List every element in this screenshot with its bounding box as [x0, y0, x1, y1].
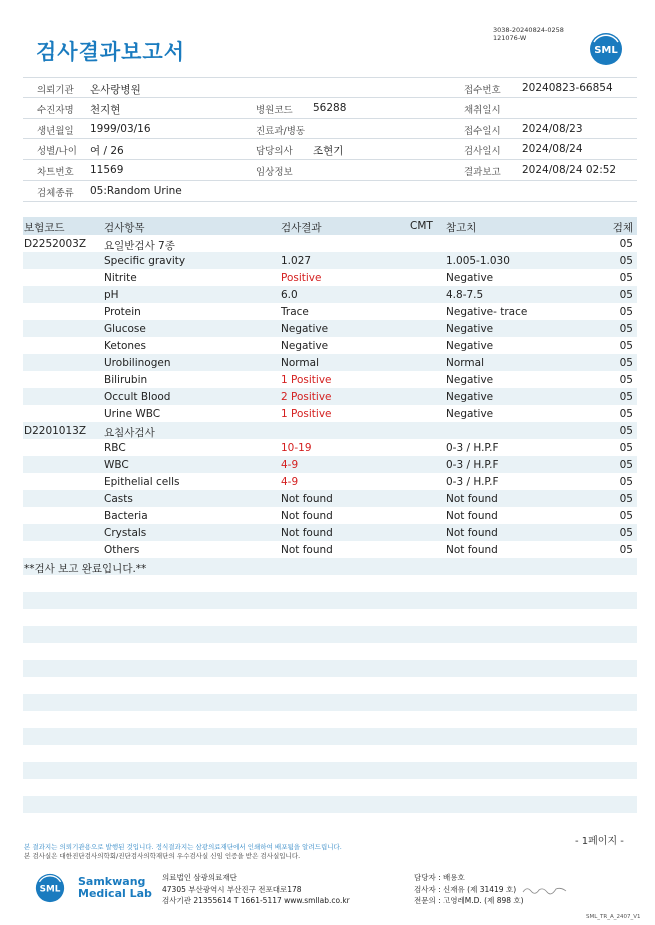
cell-reference: Negative [446, 272, 494, 284]
table-row [23, 439, 637, 456]
cell-test-result: 6.0 [281, 289, 298, 301]
cell-test-result: 4-9 [281, 459, 299, 471]
table-row [23, 422, 637, 439]
cell-specimen: 05 [619, 476, 633, 488]
cell-reference: Negative- trace [446, 306, 528, 318]
cell-insurance-code: D2252003Z [24, 238, 87, 250]
cell-test-result: Positive [281, 272, 322, 284]
cell-specimen: 05 [619, 510, 633, 522]
cell-test-item: Casts [104, 493, 133, 505]
cell-test-result: Trace [281, 306, 309, 318]
blank-row [23, 762, 637, 779]
cell-specimen: 05 [619, 544, 633, 556]
cell-test-result: Not found [281, 510, 333, 522]
lab-info [162, 872, 350, 907]
info-label: 검체종류 [37, 187, 74, 199]
cell-specimen: 05 [619, 493, 633, 505]
cell-specimen: 05 [619, 306, 633, 318]
cell-test-item: Urobilinogen [104, 357, 171, 369]
info-label: 접수일시 [464, 125, 501, 137]
cell-reference: 0-3 / H.P.F [446, 459, 499, 471]
cell-test-item: Glucose [104, 323, 146, 335]
svg-text:SML: SML [39, 884, 61, 895]
cell-test-item: Others [104, 544, 140, 556]
table-row [23, 354, 637, 371]
cell-specimen: 05 [619, 238, 633, 250]
info-label: 수진자명 [37, 104, 74, 116]
notice-line: 본 검사실은 대한진단검사의학회/진단검사의학재단의 우수검사실 신임 인증을 받은 검사실입니다. [24, 852, 301, 860]
cell-test-item: Specific gravity [104, 255, 186, 267]
table-row [23, 541, 637, 558]
cell-specimen: 05 [619, 527, 633, 539]
notice-line: 본 결과지는 의뢰기관용으로 발행된 것입니다. 정식결과지는 삼광의료재단에서 인쇄하여 배포됨을 알려드립니다. [24, 843, 342, 851]
report-complete-text: **검사 보고 완료입니다.** [24, 563, 147, 575]
cell-test-item: 요침사검사 [104, 427, 155, 439]
staff-line-with-signature [414, 884, 568, 896]
header-test-result: 검사결과 [281, 222, 322, 234]
info-row [23, 77, 637, 98]
table-row [23, 337, 637, 354]
info-label: 담당의사 [256, 146, 293, 158]
page-number: - 1페이지 - [575, 836, 624, 847]
cell-specimen: 05 [619, 425, 633, 437]
header-specimen: 검체 [612, 222, 633, 234]
cell-test-item: RBC [104, 442, 126, 454]
table-row [23, 456, 637, 473]
info-value: 2024/08/24 [522, 143, 583, 156]
info-row [23, 139, 637, 160]
cell-test-item: Bilirubin [104, 374, 148, 386]
table-row [23, 320, 637, 337]
cell-specimen: 05 [619, 357, 633, 369]
table-row [23, 388, 637, 405]
blank-row [23, 592, 637, 609]
info-label: 검사일시 [464, 146, 501, 158]
document-code-line: 3038-20240824-0258 [493, 26, 564, 34]
cell-test-result: 10-19 [281, 442, 312, 454]
info-value: 1999/03/16 [90, 122, 151, 135]
header-reference: 참고치 [446, 222, 477, 234]
cell-specimen: 05 [619, 340, 633, 352]
info-label: 결과보고 [464, 167, 501, 179]
table-row [23, 507, 637, 524]
sml-logo-icon [589, 32, 623, 66]
blank-row [23, 626, 637, 643]
cell-test-result: Negative [281, 340, 329, 352]
lab-name [78, 876, 152, 900]
cell-test-result: 1.027 [281, 255, 312, 267]
cell-test-result: Not found [281, 527, 333, 539]
page-title: 검사결과보고서 [36, 40, 186, 64]
cell-test-item: Occult Blood [104, 391, 171, 403]
info-value: 05:Random Urine [90, 184, 182, 197]
info-value: 2024/08/24 02:52 [522, 164, 617, 177]
cell-test-result: Not found [281, 493, 333, 505]
table-row [23, 371, 637, 388]
lab-info-line: 47305 부산광역시 부산진구 전포대로178 [162, 884, 302, 894]
info-value: 20240823-66854 [522, 82, 613, 94]
blank-row [23, 660, 637, 677]
cell-reference: Not found [446, 527, 498, 539]
cell-reference: 1.005-1.030 [446, 255, 510, 267]
staff-line: 전문의 : 고영레M.D. (제 898 호) [414, 896, 524, 905]
cell-reference: Negative [446, 391, 494, 403]
info-value: 천지현 [90, 103, 121, 116]
cell-test-result: Normal [281, 357, 319, 369]
info-label: 접수번호 [464, 85, 501, 96]
cell-specimen: 05 [619, 272, 633, 284]
cell-test-item: Urine WBC [104, 408, 161, 420]
cell-reference: Normal [446, 357, 484, 369]
staff-line: 담당자 : 배용호 [414, 873, 465, 882]
cell-specimen: 05 [619, 374, 633, 386]
table-row [23, 235, 637, 252]
cell-test-result: 4-9 [281, 476, 299, 488]
cell-test-result: 2 Positive [281, 391, 332, 403]
table-row [23, 303, 637, 320]
cell-reference: Not found [446, 510, 498, 522]
info-label: 성별/나이 [37, 146, 77, 158]
header-test-item: 검사항목 [104, 222, 145, 234]
lab-name-line: Samkwang [78, 875, 146, 888]
cell-test-result: 1 Positive [281, 374, 332, 386]
table-row [23, 252, 637, 269]
info-value: 56288 [313, 101, 347, 114]
info-label: 진료과/병동 [256, 125, 306, 137]
lab-info-line: 의료법인 삼광의료재단 [162, 873, 237, 882]
table-row [23, 490, 637, 507]
blank-row [23, 796, 637, 813]
cell-reference: 4.8-7.5 [446, 289, 484, 301]
info-label: 의뢰기관 [37, 85, 74, 96]
cell-specimen: 05 [619, 323, 633, 335]
form-code: SML_TR_A_2407_V1 [586, 914, 641, 920]
svg-text:SML: SML [594, 45, 618, 56]
cell-specimen: 05 [619, 459, 633, 471]
cell-test-result: Negative [281, 323, 329, 335]
results-table-header [23, 217, 637, 235]
cell-test-item: WBC [104, 459, 129, 471]
cell-test-item: Protein [104, 306, 141, 318]
results-table [23, 217, 637, 575]
cell-test-item: pH [104, 289, 119, 301]
header-insurance-code: 보험코드 [24, 222, 65, 234]
cell-test-item: 요일반검사 7종 [104, 240, 175, 252]
table-row [23, 473, 637, 490]
info-label: 임상정보 [256, 167, 293, 179]
blank-row [23, 728, 637, 745]
cell-test-item: Ketones [104, 340, 146, 352]
info-value: 2024/08/23 [522, 122, 583, 135]
info-row [23, 181, 637, 202]
lab-info-line: 검사기관 21355614 T 1661-5117 www.smllab.co.kr [162, 896, 350, 905]
cell-test-item: Nitrite [104, 272, 137, 284]
info-value: 온사랑병원 [90, 84, 141, 96]
cell-reference: 0-3 / H.P.F [446, 442, 499, 454]
report-complete-note [23, 558, 637, 575]
cell-reference: Negative [446, 408, 494, 420]
document-code-line: 121076-W [493, 34, 527, 42]
cell-test-item: Epithelial cells [104, 476, 180, 488]
document-code [493, 26, 564, 42]
cell-test-result: 1 Positive [281, 408, 332, 420]
info-value: 여 / 26 [90, 145, 124, 158]
cell-reference: Negative [446, 340, 494, 352]
staff-line: 검사자 : 신재유 (제 31419 호) [414, 884, 517, 894]
table-row [23, 524, 637, 541]
table-row [23, 269, 637, 286]
patient-info-section [23, 77, 637, 202]
table-row [23, 405, 637, 422]
blank-row [23, 694, 637, 711]
info-label: 채취일시 [464, 104, 501, 116]
header-cmt: CMT [410, 220, 433, 232]
staff-info [414, 872, 568, 907]
cell-reference: Not found [446, 493, 498, 505]
info-row [23, 98, 637, 119]
cell-test-item: Crystals [104, 527, 147, 539]
cell-specimen: 05 [619, 408, 633, 420]
cell-test-item: Bacteria [104, 510, 148, 522]
info-row [23, 119, 637, 140]
cell-reference: Not found [446, 544, 498, 556]
cell-specimen: 05 [619, 391, 633, 403]
cell-insurance-code: D2201013Z [24, 425, 87, 437]
cell-reference: 0-3 / H.P.F [446, 476, 499, 488]
cell-reference: Negative [446, 323, 494, 335]
lab-name-line: Medical Lab [78, 887, 152, 900]
info-row [23, 160, 637, 181]
info-value: 조현기 [313, 145, 344, 158]
cell-test-result: Not found [281, 544, 333, 556]
info-label: 병원코드 [256, 104, 293, 116]
signature-icon [522, 885, 568, 895]
cell-specimen: 05 [619, 289, 633, 301]
info-label: 생년월일 [37, 125, 74, 137]
sml-footer-logo-icon [35, 873, 65, 903]
cell-specimen: 05 [619, 255, 633, 267]
info-label: 차트번호 [37, 167, 74, 179]
table-row [23, 286, 637, 303]
cell-reference: Negative [446, 374, 494, 386]
cell-specimen: 05 [619, 442, 633, 454]
info-value: 11569 [90, 164, 124, 177]
